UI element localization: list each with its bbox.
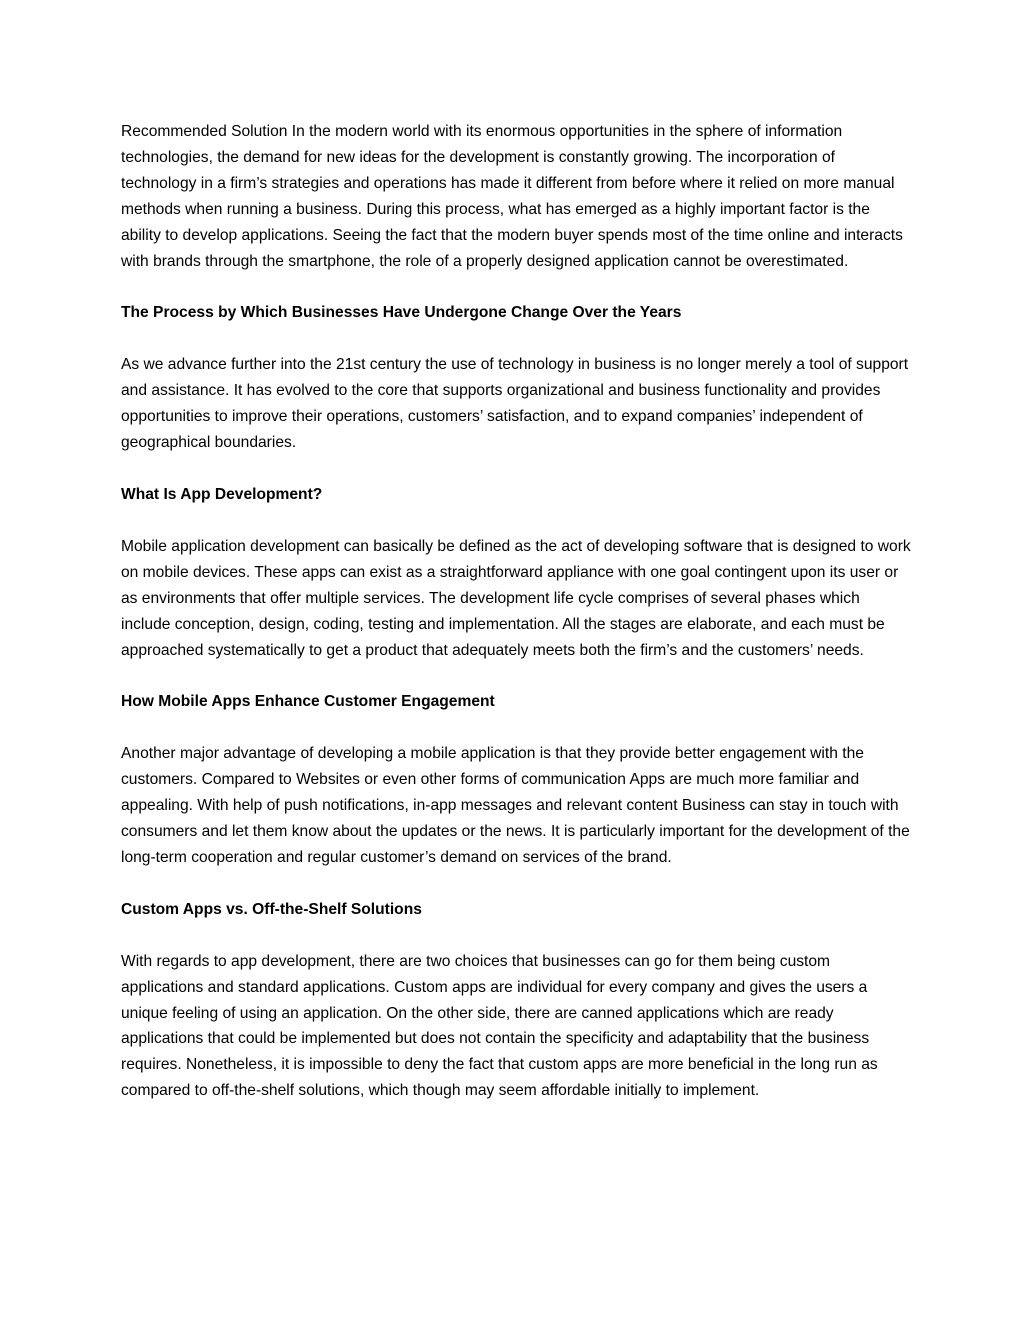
section-heading-business-change: The Process by Which Businesses Have Undergone Change Over the Years xyxy=(121,304,682,322)
custom-vs-shelf-paragraph: With regards to app development, there are two choices that businesses can go for them being custom applications and standard applications. Custom apps are individual for every company and gives the users a unique feeling of using an application. On the other side, there are canned applications which are ready applications that could be implemented but does not contain the specificity and adaptability that the business requires. Nonetheless, it is impossible to deny the fact that custom apps are more beneficial in the long run as compared to off-the-shelf solutions, which though may seem affordable initially to implement. xyxy=(121,952,878,1100)
section-heading-custom-vs-shelf: Custom Apps vs. Off-the-Shelf Solutions xyxy=(121,900,422,918)
customer-engagement-paragraph: Another major advantage of developing a mobile application is that they provide better engagement with the customers. Compared to Websites or even other forms of communication Apps are much more familiar and appealing. With help of push notifications, in-app messages and relevant content Business can stay in touch with consumers and let them know about the updates or the news. It is particularly important for the development of the long-term cooperation and regular customer’s demand on services of the brand. xyxy=(121,745,910,866)
section-heading-app-development: What Is App Development? xyxy=(121,485,323,503)
document-page xyxy=(121,119,911,1130)
section-heading-customer-engagement: How Mobile Apps Enhance Customer Engagement xyxy=(121,693,495,711)
business-change-paragraph: As we advance further into the 21st century the use of technology in business is no longer merely a tool of support and assistance. It has evolved to the core that supports organizational and business functionality and provides opportunities to improve their operations, customers’ satisfaction, and to expand companies’ independent of geographical boundaries. xyxy=(121,356,909,452)
intro-paragraph: Recommended Solution In the modern world with its enormous opportunities in the sphere of information technologies, the demand for new ideas for the development is constantly growing. The incorporation of technology in a firm’s strategies and operations has made it different from before where it relied on more manual methods when running a business. During this process, what has emerged as a highly important factor is the ability to develop applications. Seeing the fact that the modern buyer spends most of the time online and interacts with brands through the smartphone, the role of a properly designed application cannot be overestimated. xyxy=(121,123,903,270)
app-development-paragraph: Mobile application development can basically be defined as the act of developing software that is designed to work on mobile devices. These apps can exist as a straightforward appliance with one goal contingent upon its user or as environments that offer multiple services. The development life cycle comprises of several phases which include conception, design, coding, testing and implementation. All the stages are elaborate, and each must be approached systematically to get a product that adequately meets both the firm’s and the customers’ needs. xyxy=(121,537,911,659)
